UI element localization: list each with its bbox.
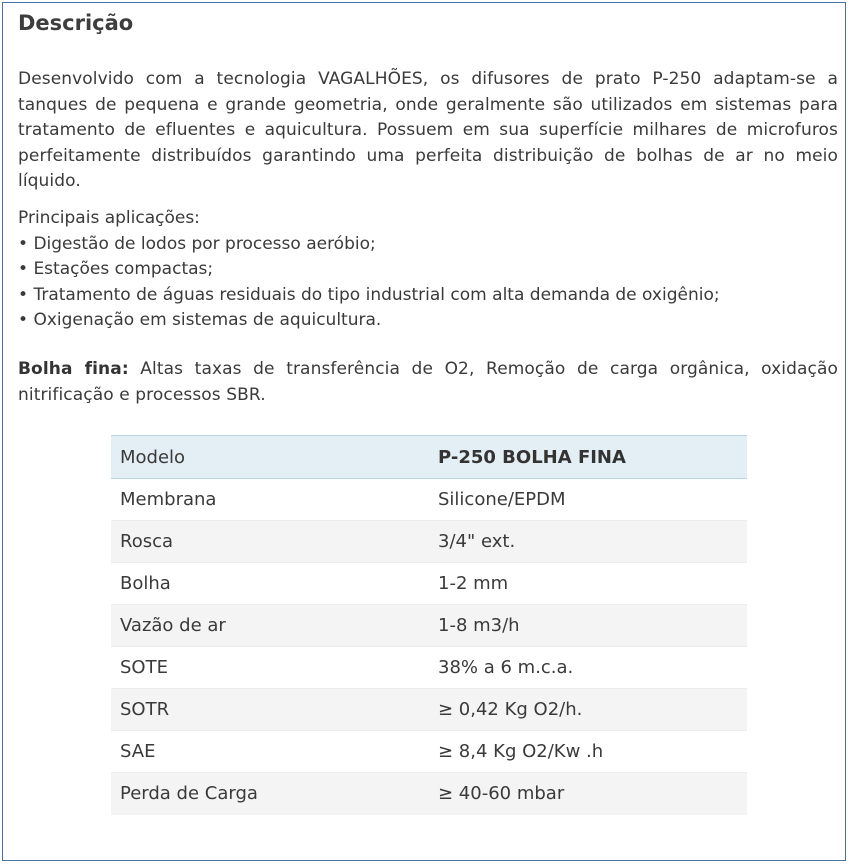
spec-label: Vazão de ar: [111, 605, 429, 647]
spec-label: Bolha: [111, 563, 429, 605]
applications-list: [18, 232, 838, 334]
spec-row: [111, 479, 747, 521]
fine-bubble-text: Altas taxas de transferência de O2, Remoção de carga orgânica, oxidação nitrificação e processos SBR.: [18, 359, 839, 405]
spec-row: [111, 689, 747, 731]
spec-label: Perda de Carga: [111, 773, 429, 815]
spec-label: SOTE: [111, 647, 429, 689]
spec-value: 38% a 6 m.c.a.: [429, 647, 747, 689]
section-title: Descrição: [18, 11, 134, 35]
spec-row: [111, 647, 747, 689]
spec-label: Rosca: [111, 521, 429, 563]
application-item: • Estações compactas;: [18, 257, 838, 283]
description-panel: [2, 2, 846, 861]
application-item: • Digestão de lodos por processo aeróbio;: [18, 232, 838, 258]
spec-table-header-row: [111, 436, 747, 479]
application-item: • Tratamento de águas residuais do tipo industrial com alta demanda de oxigênio;: [18, 283, 838, 309]
spec-value: 1-2 mm: [429, 563, 747, 605]
spec-row: [111, 563, 747, 605]
spec-label: SOTR: [111, 689, 429, 731]
spec-label: Membrana: [111, 479, 429, 521]
spec-value: 1-8 m3/h: [429, 605, 747, 647]
spec-value: ≥ 40-60 mbar: [429, 773, 747, 815]
spec-value: ≥ 0,42 Kg O2/h.: [429, 689, 747, 731]
spec-value: Silicone/EPDM: [429, 479, 747, 521]
spec-row: [111, 731, 747, 773]
spec-row: [111, 521, 747, 563]
applications-block: [18, 206, 838, 334]
spec-header-label: Modelo: [111, 436, 429, 479]
application-item: • Oxigenação em sistemas de aquicultura.: [18, 308, 838, 334]
applications-heading: Principais aplicações:: [18, 208, 200, 228]
fine-bubble-paragraph: [18, 357, 838, 408]
spec-value: ≥ 8,4 Kg O2/Kw .h: [429, 731, 747, 773]
spec-table: [111, 435, 747, 815]
spec-row: [111, 773, 747, 815]
spec-row: [111, 605, 747, 647]
spec-header-value: P-250 BOLHA FINA: [429, 436, 747, 479]
fine-bubble-label: Bolha fina:: [18, 359, 129, 379]
spec-label: SAE: [111, 731, 429, 773]
intro-paragraph: Desenvolvido com a tecnologia VAGALHÕES, os difusores de prato P-250 adaptam-se a tanques de pequena e grande geometria, onde geralmente são utilizados em sistemas para tratamento de efluentes e aquicultura. Possuem em sua superfície milhares de microfuros perfeitamente distribuídos garantindo uma perfeita distribuição de bolhas de ar no meio líquido.: [18, 69, 838, 191]
spec-value: 3/4" ext.: [429, 521, 747, 563]
